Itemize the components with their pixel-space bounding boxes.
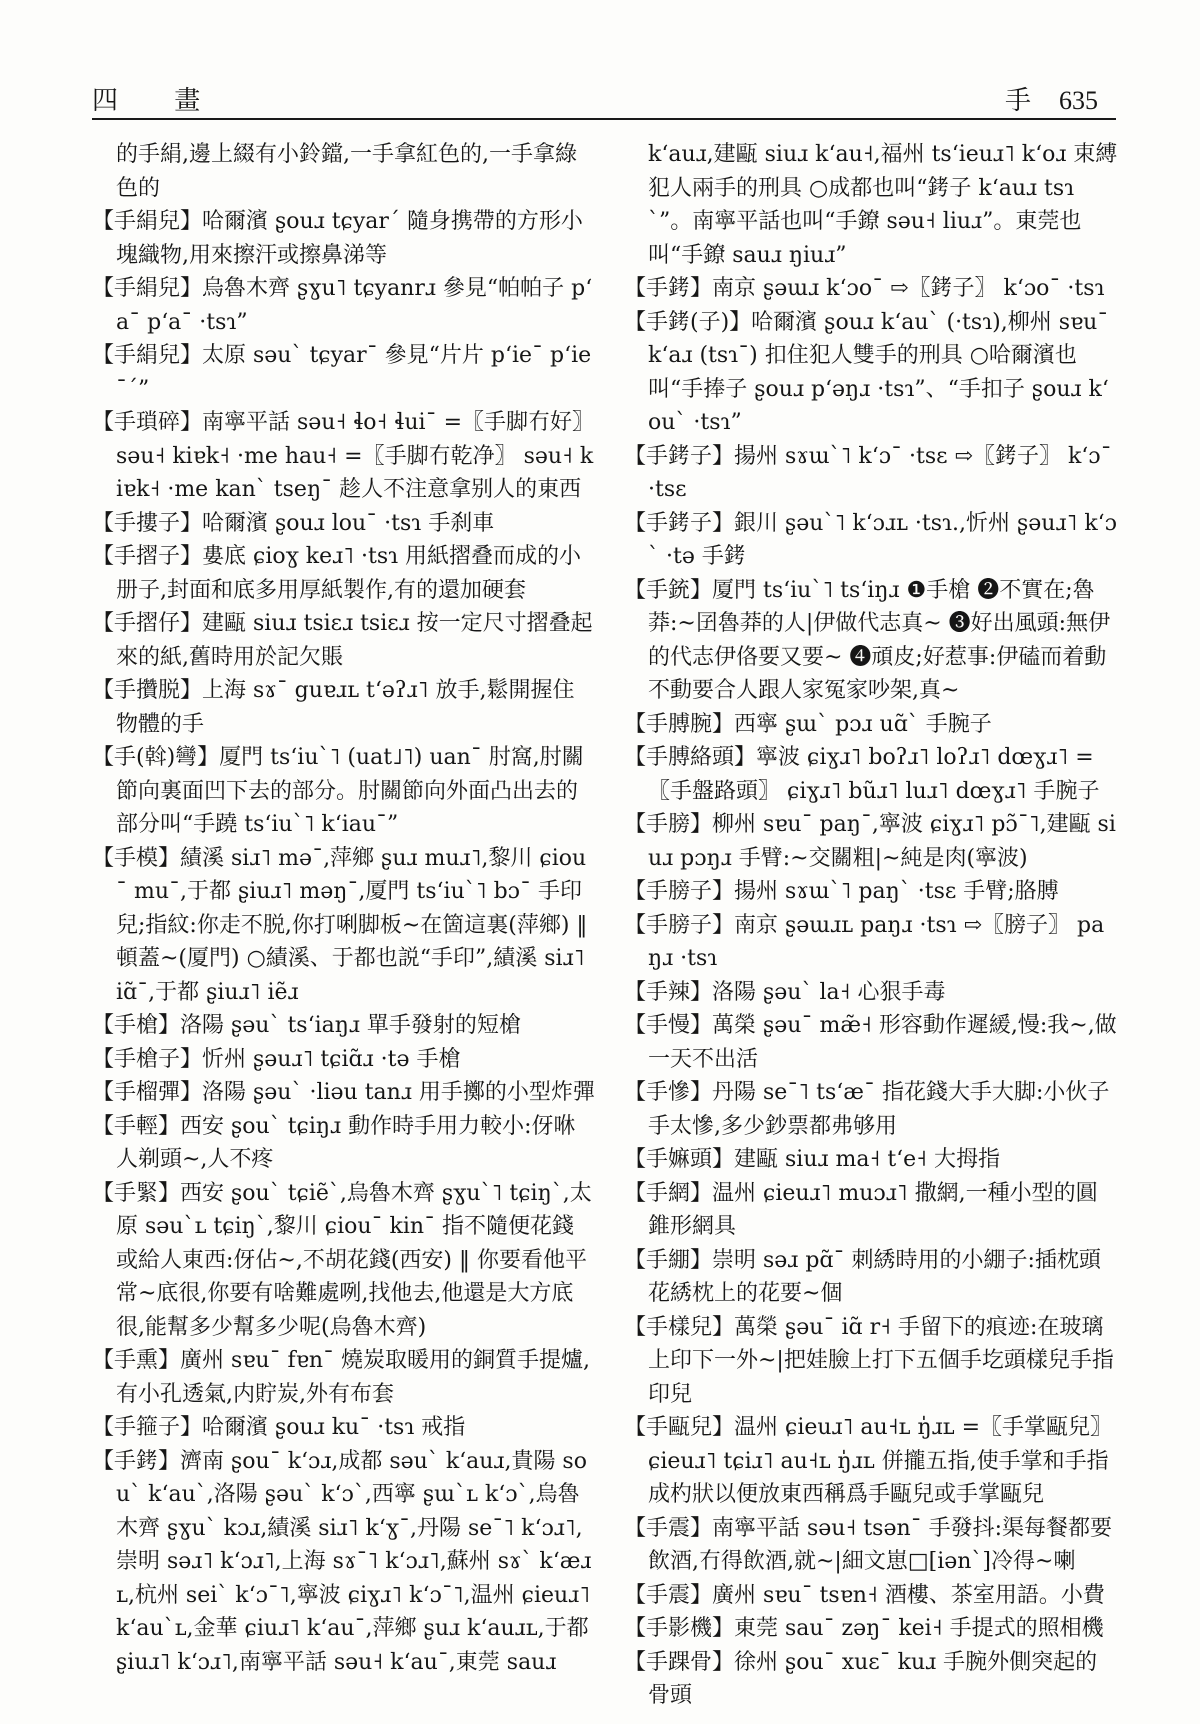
head-character: 手 (1004, 86, 1031, 116)
running-head (1005, 80, 1098, 117)
dictionary-entry: 【手絹兒】太原 səuˋ tɕyarˉ 參見“片片 pʻieˉ pʻieˉˊ” (92, 343, 592, 402)
page-number: 635 (1059, 86, 1098, 115)
dictionary-entry: 【手震】廣州 sɐuˉ tsɐn˧ 酒樓、茶室用語。小費 (624, 1582, 1105, 1608)
dictionary-entry: 【手輕】西安 ʂouˋ tɕiŋɹ 動作時手用力較小:伢咻人剃頭~,人不疼 (92, 1113, 576, 1172)
dictionary-entry: 【手震】南寧平話 səu˧ tsənˉ 手發抖:渠每餐都要飲酒,冇得飲酒,就~|細文崽□[iənˋ]冷得~喇 (624, 1515, 1113, 1574)
dictionary-entry: 【手攢脱】上海 sɤˉ guɐɹʟ tʻəʔɹ˥ 放手,鬆開握住物體的手 (92, 678, 575, 737)
dictionary-entry: 【手箍子】哈爾濱 ʂouɹ kuˉ ·tsɿ 戒指 (92, 1415, 466, 1440)
dictionary-entry: 【手絹兒】哈爾濱 ʂouɹ tɕyarˊ 隨身携帶的方形小塊織物,用來擦汗或擦鼻涕等 (92, 209, 583, 268)
left-column (92, 138, 596, 1679)
page-header (92, 70, 1112, 122)
dictionary-entry: 【手熏】廣州 sɐuˉ fɐnˉ 燒炭取暖用的銅質手提爐,有小孔透氣,内貯炭,外有布套 (92, 1348, 590, 1407)
section-heading: 四 畫 (92, 86, 225, 116)
dictionary-entry: 【手模】績溪 siɹ˥ məˉ,萍鄉 ʂuɹ muɹ˥,黎川 ɕiouˉ muˉ,于都 ʂiuɹ˥ məŋˉ,厦門 tsʻiuˋ˥ bɔˉ 手印兒;指紋:你走不脱,你打唎脚板~在箇這裏(萍鄉) ‖ 頓蓋~(厦門) ○績溪、于都也説“手印”,績溪 siɹ˥ iɑ̃ˉ,于都 ʂiuɹ˥ iẽɹ (92, 845, 588, 1005)
dictionary-entry: 【手嫲頭】建甌 siuɹ ma˧ tʻe˧ 大拇指 (624, 1147, 1001, 1172)
dictionary-entry: 【手槍子】忻州 ʂəuɹ˥ tɕiɑ̃ɹ ·tə 手槍 (92, 1046, 461, 1072)
dictionary-entry: 【手膀】柳州 sɐuˉ paŋˉ,寧波 ɕiɣɹ˥ pɔ̃ˉ˥,建甌 siuɹ pɔŋɹ 手臂:~交關粗|~純是肉(寧波) (624, 812, 1116, 871)
dictionary-entry: 【手辣】洛陽 ʂəuˋ la˧ 心狠手毒 (624, 979, 946, 1005)
dictionary-entry: 【手網】温州 ɕieuɹ˥ muɔɹ˥ 撒網,一種小型的圓錐形網具 (624, 1180, 1098, 1239)
dictionary-entry: 【手甌兒】温州 ɕieuɹ˥ au˧ʟ ŋ̍ɹʟ =〖手掌甌兒〗 ɕieuɹ˥ tɕiɹ˥ au˧ʟ ŋ̍ɹʟ 併攏五指,使手掌和手指成杓狀以便放東西稱爲手甌兒或手掌甌兒 (624, 1415, 1113, 1507)
dictionary-entry: 【手影機】東莞 sauˉ zəŋˉ kei˧ 手提式的照相機 (624, 1616, 1104, 1641)
dictionary-entry: 【手銬子】銀川 ʂəuˋ˥ kʻɔɹʟ ·tsɿ.,忻州 ʂəuɹ˥ kʻɔˋ ·tə 手銬 (624, 510, 1117, 569)
dictionary-entry: 【手膊腕】西寧 ʂɯˋ pɔɹ uɑ̃ˋ 手腕子 (624, 711, 992, 737)
dictionary-entry: 【手緊】西安 ʂouˋ tɕiẽˋ,烏魯木齊 ʂɣuˋ˥ tɕiŋˋ,太原 səuˋʟ tɕiŋˋ,黎川 ɕiouˉ kinˉ 指不隨便花錢或給人東西:伢佔~,不胡花錢(西安) ‖ 你要看他平常~底很,你要有啥難處咧,找他去,他還是大方底很,能幫多少幫多少呢(烏魯木齊) (92, 1180, 592, 1340)
dictionary-entry: 【手膀子】南京 ʂəɯɹʟ paŋɹ ·tsɿ ⇨〖膀子〗 paŋɹ ·tsɿ (624, 912, 1105, 971)
dictionary-entry: 【手摟子】哈爾濱 ʂouɹ louˉ ·tsɿ 手刹車 (92, 510, 495, 536)
dictionary-entry: 【手瑣碎】南寧平話 səu˧ ɬo˧ ɬuiˉ =〖手脚冇好〗 səu˧ kiɐk˧ ·me hau˧ =〖手脚冇乾净〗 səu˧ kiɐk˧ ·me kanˋ tseŋˉ 趁人不注意拿别人的東西 (92, 410, 595, 502)
dictionary-entry: 【手慘】丹陽 seˉ˥ tsʻæˉ 指花錢大手大脚:小伙子手太慘,多少鈔票都弗够用 (624, 1080, 1110, 1139)
dictionary-entry: 【手綳】崇明 səɹ pɑ̃ˉ 刺綉時用的小綳子:插枕頭花綉枕上的花要~個 (624, 1247, 1101, 1306)
dictionary-entry: 【手樣兒】萬榮 ʂəuˉ iɑ̃ r˧ 手留下的痕迹:在玻璃上印下一外~|把娃臉上打下五個手圪頭樣兒手指印兒 (624, 1314, 1114, 1407)
header-rule (92, 118, 1116, 120)
dictionary-entry: 【手膊絡頭】寧波 ɕiɣɹ˥ boʔɹ˥ loʔɹ˥ dœɣɹ˥ =〖手盤路頭〗 ɕiɣɹ˥ bũɹ˥ luɹ˥ dœɣɹ˥ 手腕子 (624, 745, 1100, 804)
dictionary-entry: 【手銃】厦門 tsʻiuˋ˥ tsʻiŋɹ ❶手槍 ❷不實在;魯莽:~囝魯莽的人|伊做代志真~ ❸好出風頭:無伊的代志伊佫要又要~ ❹頑皮;好惹事:伊磕而着動不動要合人跟人家冤家吵架,真~ (624, 577, 1111, 703)
dictionary-entry: 【手榴彈】洛陽 ʂəuˋ ·liəu tanɹ 用手擲的小型炸彈 (92, 1080, 595, 1105)
dictionary-entry: 【手絹兒】烏魯木齊 ʂɣu˥ tɕyanrɹ 參見“帕帕子 pʻaˉ pʻaˉ ·tsɿ” (92, 276, 593, 335)
right-column (624, 138, 1118, 1713)
dictionary-entry: 【手膀子】揚州 sɤɯˋ˥ paŋˋ ·tsɛ 手臂;胳膊 (624, 879, 1059, 904)
dictionary-entry: 【手銬】南京 ʂəɯɹ kʻɔoˉ ⇨〖銬子〗 kʻɔoˉ ·tsɿ (624, 276, 1105, 301)
dictionary-entry: 【手摺仔】建甌 siuɹ tsiɛɹ tsiɛɹ 按一定尺寸摺叠起來的紙,舊時用於記欠賬 (92, 611, 593, 670)
dictionary-entry: 【手摺子】婁底 ɕioɣ keɹ˥ ·tsɿ 用紙摺叠而成的小册子,封面和底多用厚紙製作,有的還加硬套 (92, 544, 582, 603)
dictionary-entry: kʻauɹ,建甌 siuɹ kʻau˧,福州 tsʻieuɹ˥ kʻoɹ 束縛犯人兩手的刑具 ○成都也叫“銬子 kʻauɹ tsɿˋ”。南寧平話也叫“手鐐 səu˧ liuɹ”。東莞也叫“手鐐 sauɹ ŋiuɹ” (648, 142, 1118, 268)
dictionary-entry: 【手銬】濟南 ʂouˉ kʻɔɹ,成都 səuˋ kʻauɹ,貴陽 souˋ kʻauˋ,洛陽 ʂəuˋ kʻɔˋ,西寧 ʂɯˋʟ kʻɔˋ,烏魯木齊 ʂɣuˋ kɔɹ,績溪 siɹ˥ kʻɣˉ,丹陽 seˉ˥ kʻɔɹ˥,崇明 səɹ˥ kʻɔɹ˥,上海 sɤˉ˥ kʻɔɹ˥,蘇州 sɤˋ kʻæɹʟ,杭州 seiˋ kʻɔˉ˥,寧波 ɕiɣɹ˥ kʻɔˉ˥,温州 ɕieuɹ˥ kʻauˋʟ,金華 ɕiuɹ˥ kʻauˉ,萍鄉 ʂuɹ kʻauɹʟ,于都 ʂiuɹ˥ kʻɔɹ˥,南寧平話 səu˧ kʻauˉ,東莞 sauɹ (92, 1448, 592, 1675)
dictionary-entry: 【手槍】洛陽 ʂəuˋ tsʻiaŋɹ 單手發射的短槍 (92, 1013, 521, 1038)
dictionary-entry: 【手銬(子)】哈爾濱 ʂouɹ kʻauˋ (·tsɿ),柳州 sɐuˉ kʻaɹ (tsɿˉ) 扣住犯人雙手的刑具 ○哈爾濱也叫“手捧子 ʂouɹ pʻəŋɹ ·tsɿ”、“手扣子 ʂouɹ kʻouˋ ·tsɿ” (624, 309, 1109, 435)
dictionary-entry: 【手踝骨】徐州 ʂouˉ xuɛˉ kuɹ 手腕外側突起的骨頭 (624, 1649, 1098, 1708)
dictionary-entry: 的手絹,邊上綴有小鈴鐺,一手拿紅色的,一手拿綠色的 (116, 142, 577, 201)
dictionary-entry: 【手(斡)彎】厦門 tsʻiuˋ˥ (uat˩˥) uanˉ 肘窩,肘關節向裏面凹下去的部分。肘關節向外面凸出去的部分叫“手蹺 tsʻiuˋ˥ kʻiauˉ” (92, 745, 584, 837)
dictionary-entry: 【手慢】萬榮 ʂəuˉ mæ̃˧ 形容動作遲緩,慢:我~,做一天不出活 (624, 1013, 1117, 1072)
dictionary-entry: 【手銬子】揚州 sɤɯˋ˥ kʻɔˉ ·tsɛ ⇨〖銬子〗 kʻɔˉ ·tsɛ (624, 443, 1112, 502)
